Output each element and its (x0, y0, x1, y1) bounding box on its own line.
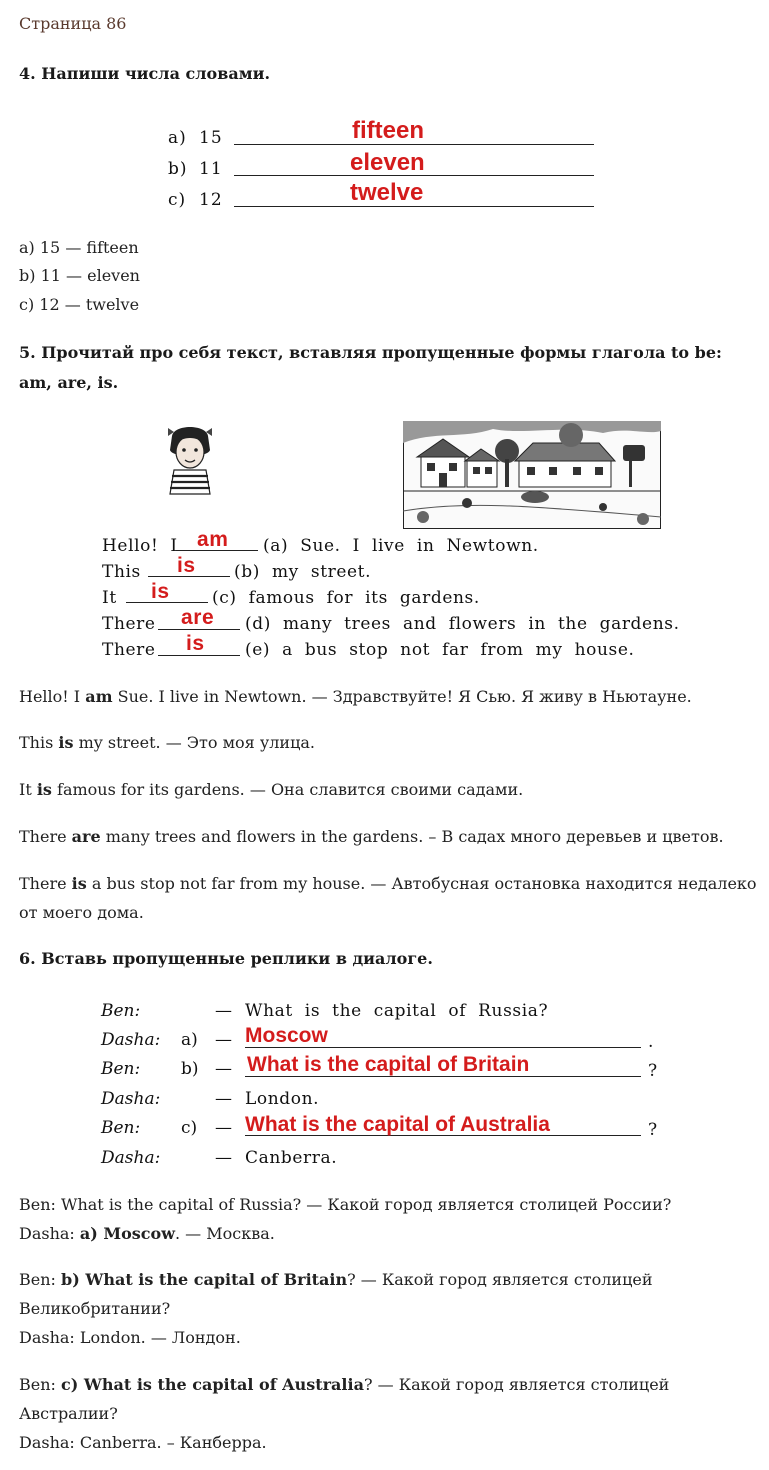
ex6-dash-1: — (215, 1001, 232, 1021)
ex6-solution-2-line1: Ben: b) What is the capital of Britain? — Какой город является столицей Великобритании? (19, 1270, 653, 1318)
ex5-line-e-after: (e) a bus stop not far from my house. (245, 640, 635, 660)
ex6-letter-5: c) (181, 1118, 198, 1138)
ex6-speaker-6: Dasha: (101, 1148, 161, 1168)
ex4-solution-a: a) 15 — fifteen (19, 238, 139, 257)
ex5-line-b-after: (b) my street. (234, 562, 372, 582)
ex5-answer-c: is (151, 580, 170, 603)
ex5-line-e-before: There (102, 640, 156, 660)
ex6-dash-3: — (215, 1059, 232, 1079)
ex6-solution-1 (19, 1190, 759, 1248)
ex4-letter-a: a) (168, 128, 187, 148)
ex6-solution-3 (19, 1370, 699, 1457)
ex4-answer-b: eleven (350, 149, 425, 176)
ex6-text-4: London. (245, 1089, 320, 1109)
ex6-answer-3: What is the capital of Britain (247, 1053, 530, 1076)
ex6-speaker-2: Dasha: (101, 1030, 161, 1050)
ex5-solution-e: There is a bus stop not far from my house. — Автобусная остановка находится недалеко от моего дома. (19, 874, 757, 922)
ex6-end-2: . (648, 1032, 654, 1052)
ex6-dash-2: — (215, 1030, 232, 1050)
ex6-dash-5: — (215, 1118, 232, 1138)
ex6-speaker-3: Ben: (101, 1059, 141, 1079)
ex6-solution-2 (19, 1265, 699, 1352)
ex6-speaker-4: Dasha: (101, 1089, 161, 1109)
ex5-heading: 5. Прочитай про себя текст, вставляя пропущенные формы глагола to be: am, are, is. (19, 343, 722, 392)
ex4-solution-c: c) 12 — twelve (19, 295, 140, 314)
ex5-line-a-after: (a) Sue. I live in Newtown. (263, 536, 539, 556)
ex4-letter-b: b) (168, 159, 188, 179)
ex6-speaker-5: Ben: (101, 1118, 141, 1138)
ex4-letter-c: c) (168, 190, 187, 210)
ex5-answer-e: is (186, 632, 205, 655)
ex6-solution-3-line2: Dasha: Canberra. – Канберра. (19, 1433, 267, 1452)
ex5-line-d-before: There (102, 614, 156, 634)
ex6-heading: 6. Вставь пропущенные реплики в диалоге. (19, 949, 433, 968)
ex6-text-6: Canberra. (245, 1148, 338, 1168)
ex6-solution-1-line1: Ben: What is the capital of Russia? — Какой город является столицей России? (19, 1195, 672, 1214)
ex6-dash-4: — (215, 1089, 232, 1109)
ex5-line-c-before: It (102, 588, 117, 608)
ex4-answer-c: twelve (350, 179, 424, 206)
ex6-speaker-1: Ben: (101, 1001, 141, 1021)
ex6-end-5: ? (648, 1120, 658, 1140)
ex5-solution-a: Hello! I am Sue. I live in Newtown. — Здравствуйте! Я Сью. Я живу в Ньютауне. (19, 687, 692, 706)
ex6-text-1: What is the capital of Russia? (245, 1001, 549, 1021)
ex6-letter-3: b) (181, 1059, 199, 1079)
ex4-solution-b: b) 11 — eleven (19, 266, 140, 285)
ex5-solution-b: This is my street. — Это моя улица. (19, 733, 316, 752)
ex6-solution-2-line2: Dasha: London. — Лондон. (19, 1328, 241, 1347)
ex6-answer-5: What is the capital of Australia (245, 1113, 550, 1136)
ex5-line-d-after: (d) many trees and flowers in the gardens. (245, 614, 680, 634)
ex5-solution-d: There are many trees and flowers in the gardens. – В садах много деревьев и цветов. (19, 827, 724, 846)
ex4-number-c: 12 (199, 190, 223, 210)
ex6-solution-3-line1: Ben: c) What is the capital of Australia? — Какой город является столицей Австралии? (19, 1375, 670, 1423)
ex5-answer-a: am (197, 528, 229, 551)
ex4-answer-a: fifteen (352, 117, 424, 144)
ex6-end-3: ? (648, 1061, 658, 1081)
ex6-letter-2: a) (181, 1030, 198, 1050)
ex5-answer-b: is (177, 554, 196, 577)
ex4-number-b: 11 (199, 159, 223, 179)
ex5-answer-d: are (181, 606, 215, 629)
ex6-solution-1-line2: Dasha: a) Moscow. — Москва. (19, 1224, 275, 1243)
page-label: Страница 86 (19, 14, 127, 33)
ex4-number-a: 15 (199, 128, 223, 148)
ex4-heading: 4. Напиши числа словами. (19, 64, 271, 83)
ex6-answer-2: Moscow (245, 1024, 328, 1047)
ex6-dash-6: — (215, 1148, 232, 1168)
ex5-solution-c: It is famous for its gardens. — Она славится своими садами. (19, 780, 524, 799)
ex5-line-b-before: This (102, 562, 141, 582)
ex5-line-a-before: Hello! I (102, 536, 178, 556)
ex5-line-c-after: (c) famous for its gardens. (212, 588, 480, 608)
